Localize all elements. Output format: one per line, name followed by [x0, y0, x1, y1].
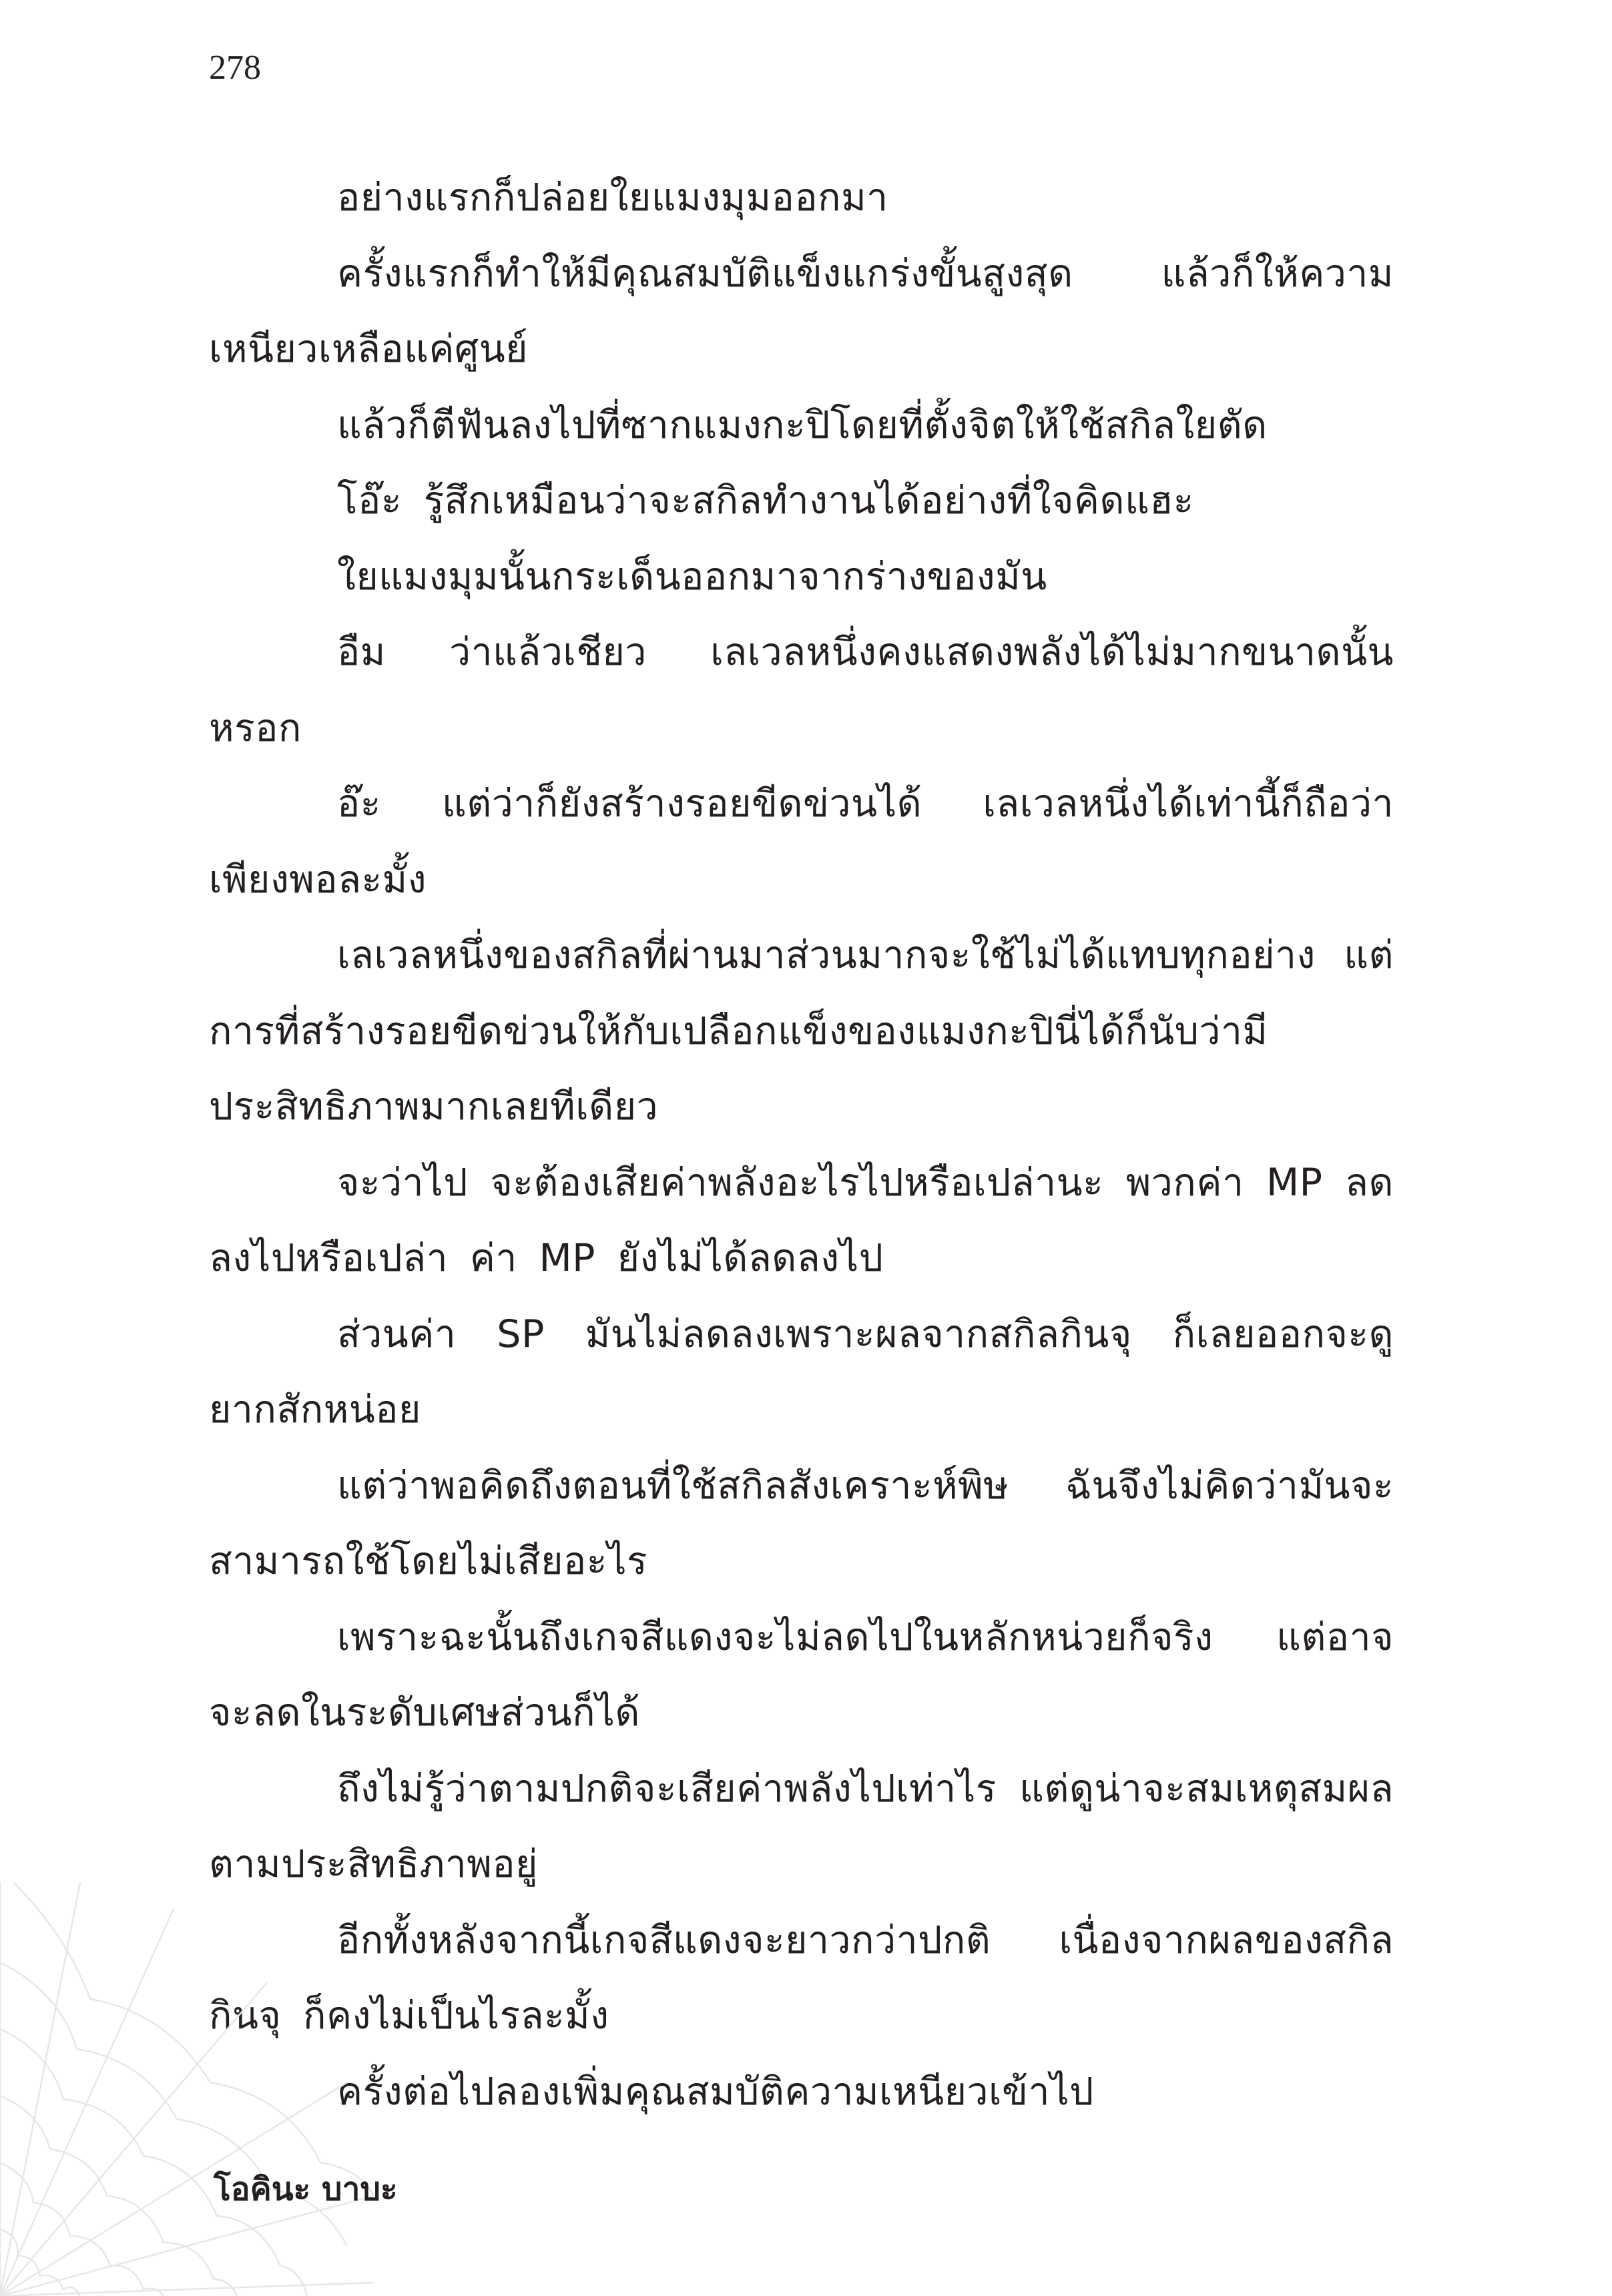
paragraph: แต่ว่าพอคิดถึงตอนที่ใช้สกิลสังเคราะห์พิษ ฉันจึงไม่คิดว่ามันจะสามารถใช้โดยไม่เสียอะไร — [209, 1463, 1394, 1583]
paragraph: จะว่าไป จะต้องเสียค่าพลังอะไรไปหรือเปล่านะ พวกค่า MP ลดลงไปหรือเปล่า ค่า MP ยังไม่ได้ลดลงไป — [209, 1160, 1394, 1280]
paragraph: ถึงไม่รู้ว่าตามปกติจะเสียค่าพลังไปเท่าไร แต่ดูน่าจะสมเหตุสมผลตามประสิทธิภาพอยู่ — [209, 1766, 1394, 1886]
paragraph: อ๊ะ แต่ว่าก็ยังสร้างรอยขีดข่วนได้ เลเวลหนึ่งได้เท่านี้ก็ถือว่าเพียงพอละมั้ง — [209, 782, 1394, 902]
paragraph: ใยแมงมุมนั้นกระเด็นออกมาจากร่างของมัน — [337, 554, 1047, 599]
author-name: โอคินะ บาบะ — [214, 2171, 398, 2208]
body-text — [209, 160, 1394, 2130]
paragraph: อีกทั้งหลังจากนี้เกจสีแดงจะยาวกว่าปกติ เนื่องจากผลของสกิลกินจุ ก็คงไม่เป็นไรละมั้ง — [209, 1918, 1394, 2038]
paragraph: ครั้งแรกก็ทำให้มีคุณสมบัติแข็งแกร่งขั้นสูงสุด แล้วก็ให้ความเหนียวเหลือแค่ศูนย์ — [209, 251, 1394, 371]
paragraph: อืม ว่าแล้วเชียว เลเวลหนึ่งคงแสดงพลังได้ไม่มากขนาดนั้นหรอก — [209, 630, 1394, 750]
paragraph: ส่วนค่า SP มันไม่ลดลงเพราะผลจากสกิลกินจุ ก็เลยออกจะดูยากสักหน่อย — [209, 1312, 1394, 1432]
spider-web-decoration — [0, 1882, 374, 2296]
paragraph: เลเวลหนึ่งของสกิลที่ผ่านมาส่วนมากจะใช้ไม่ได้แทบทุกอย่าง แต่การที่สร้างรอยขีดข่วนให้กับเปลือกแข็งของแมงกะปินี่ได้ก็นับว่ามีประสิทธิภาพมากเลยทีเดียว — [209, 933, 1394, 1129]
paragraph: เพราะฉะนั้นถึงเกจสีแดงจะไม่ลดไปในหลักหน่วยก็จริง แต่อาจจะลดในระดับเศษส่วนก็ได้ — [209, 1615, 1394, 1735]
paragraph: ครั้งต่อไปลองเพิ่มคุณสมบัติความเหนียวเข้าไป — [337, 2069, 1094, 2114]
paragraph: โอ๊ะ รู้สึกเหมือนว่าจะสกิลทำงานได้อย่างที่ใจคิดแฮะ — [337, 479, 1194, 523]
page-number: 278 — [209, 49, 261, 87]
paragraph: อย่างแรกก็ปล่อยใยแมงมุมออกมา — [337, 176, 888, 220]
paragraph: แล้วก็ตีฟันลงไปที่ซากแมงกะปิโดยที่ตั้งจิตให้ใช้สกิลใยตัด — [337, 402, 1268, 447]
